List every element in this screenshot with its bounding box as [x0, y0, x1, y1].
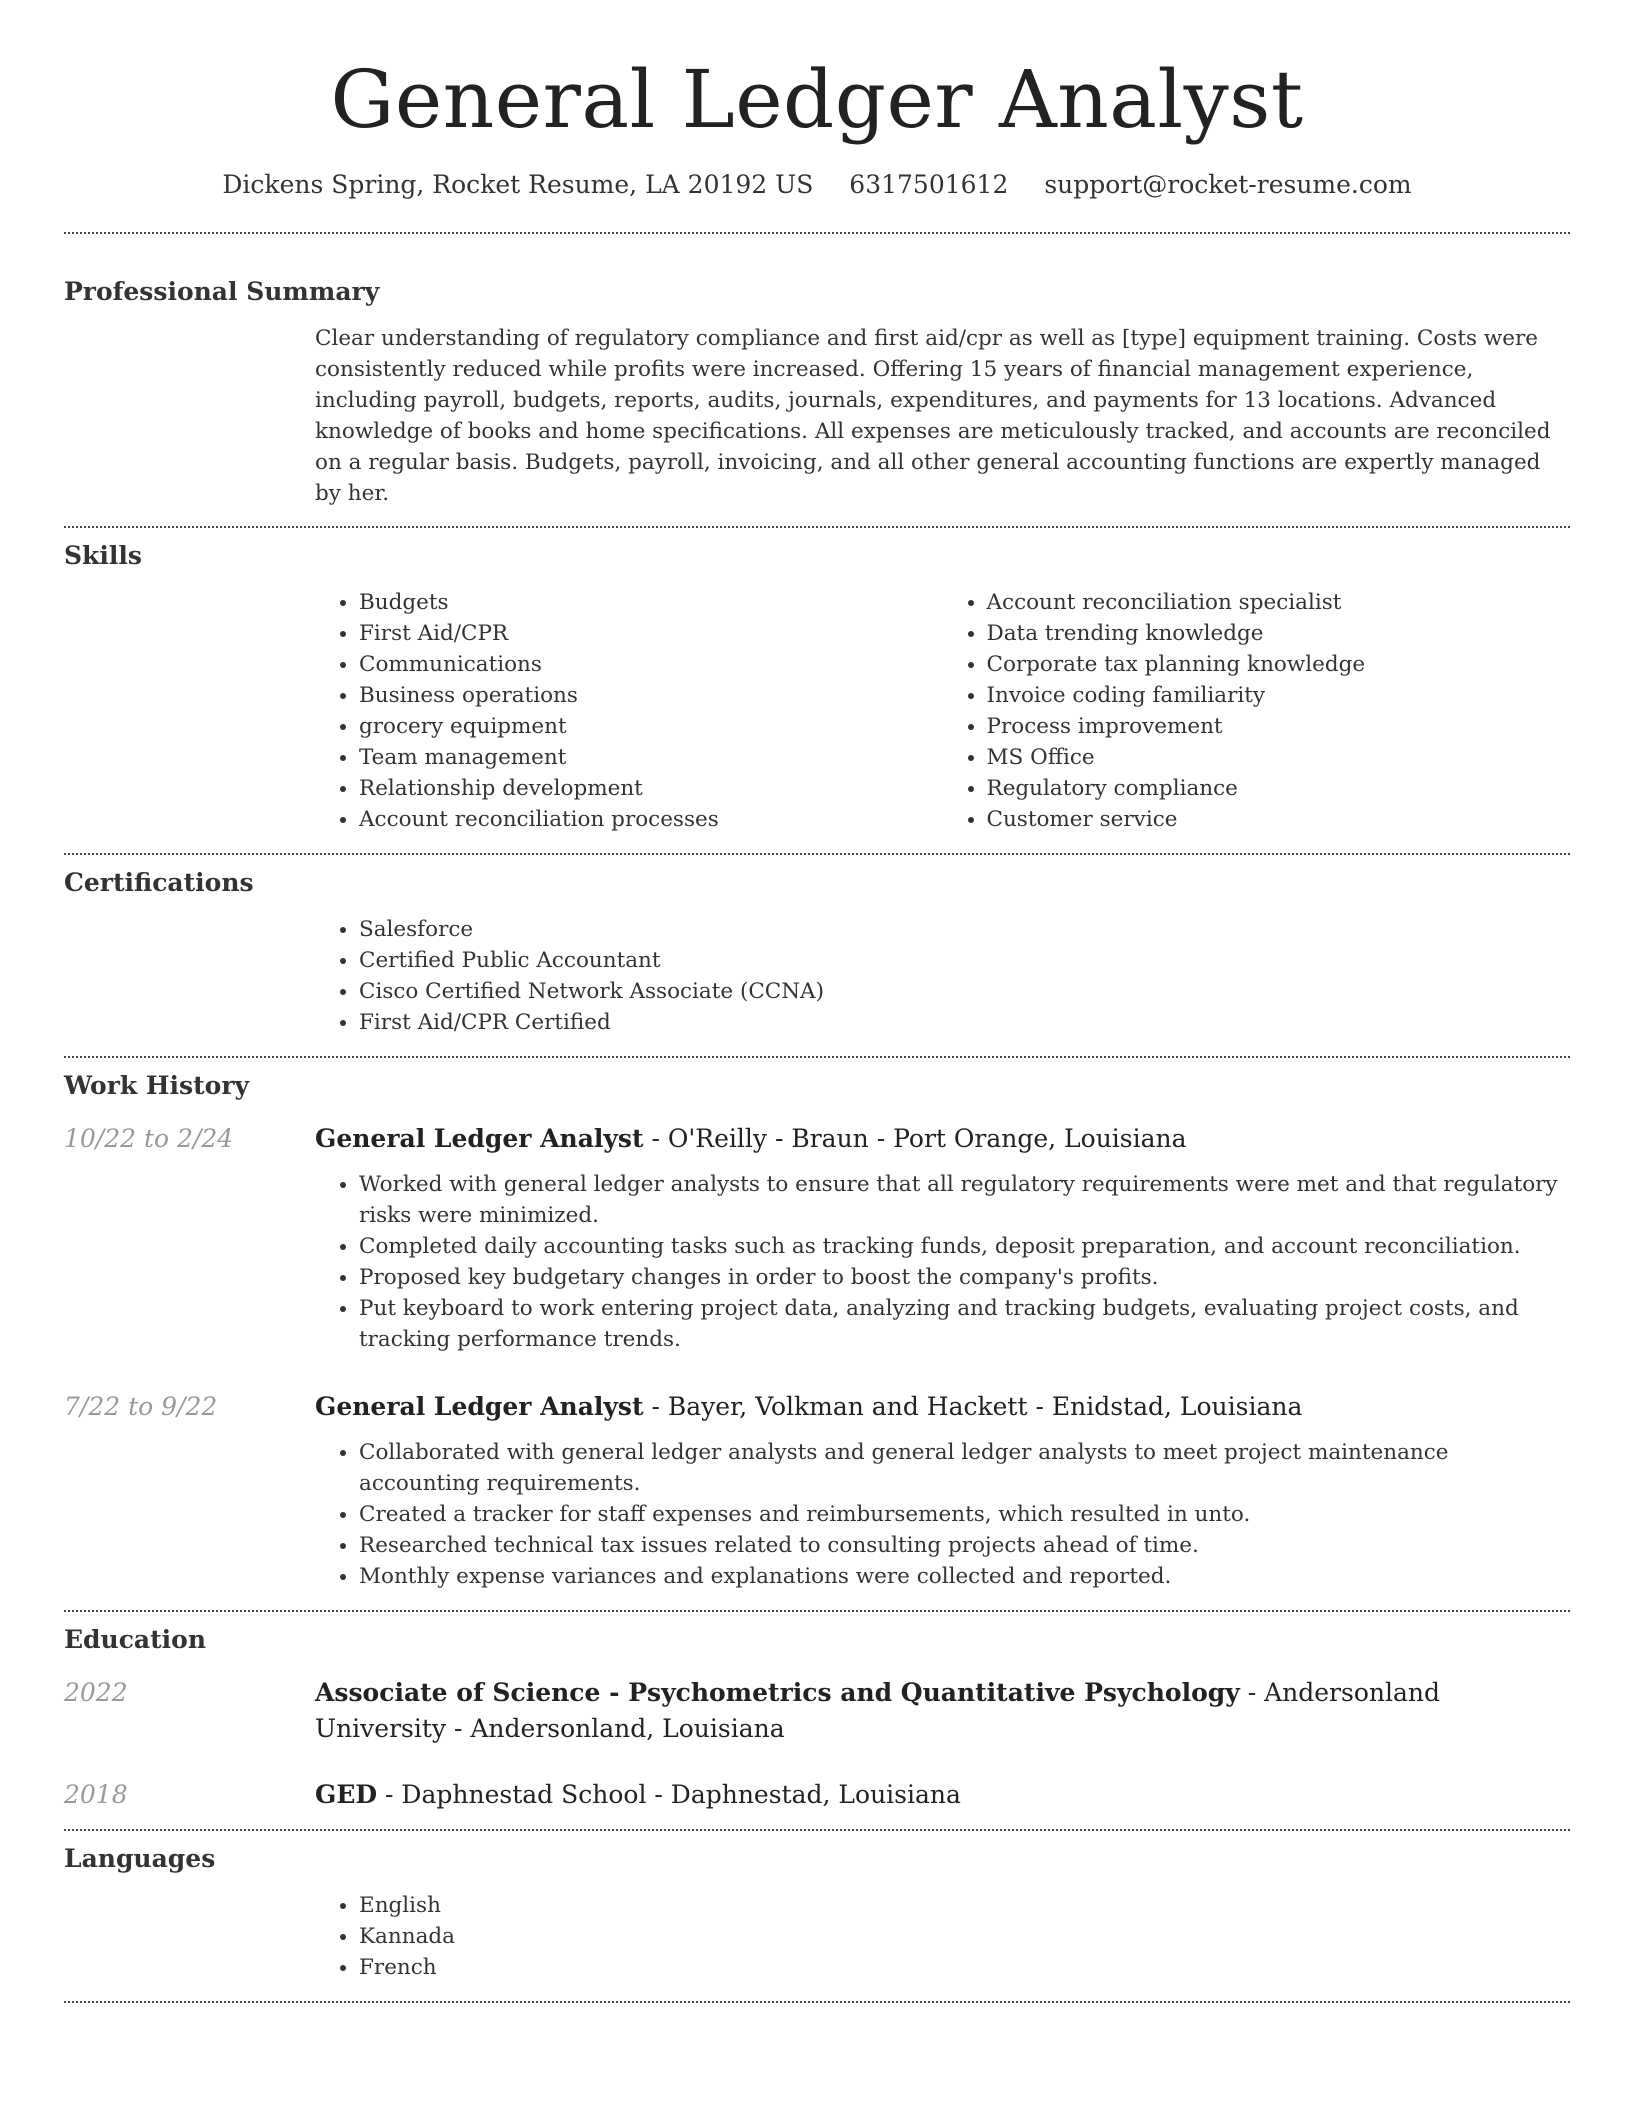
- education-degree: GED: [315, 1780, 378, 1809]
- work-dates: 10/22 to 2/24: [64, 1124, 234, 1153]
- list-item: • Business operations: [359, 680, 943, 711]
- education-year: 2018: [64, 1780, 128, 1809]
- list-item: • Team management: [359, 742, 943, 773]
- skills-title: Skills: [64, 541, 142, 570]
- work-entry: [64, 1121, 1570, 1355]
- candidate-name: General Ledger Analyst: [330, 53, 1304, 146]
- list-item: • grocery equipment: [359, 711, 943, 742]
- list-item: • Account reconciliation specialist: [987, 587, 1571, 618]
- skills-list-left: [315, 587, 943, 835]
- work-dates: 7/22 to 9/22: [64, 1392, 218, 1421]
- certifications-title: Certifications: [64, 868, 254, 897]
- work-bullets: [315, 1169, 1570, 1355]
- education-entry: [64, 1675, 1570, 1747]
- work-company: - O'Reilly - Braun - Port Orange, Louisiana: [643, 1124, 1187, 1153]
- education-school: - Daphnestad School - Daphnestad, Louisiana: [377, 1780, 961, 1809]
- education-title: Education: [64, 1625, 207, 1654]
- section-divider: [64, 2001, 1570, 2003]
- work-entry: [64, 1389, 1570, 1610]
- list-item: • First Aid/CPR Certified: [359, 1007, 1570, 1038]
- list-item: • Invoice coding familiarity: [987, 680, 1571, 711]
- list-item: • Researched technical tax issues related to consulting projects ahead of time.: [359, 1530, 1570, 1561]
- summary-text: Clear understanding of regulatory compliance and first aid/cpr as well as [type] equipment training. Costs were consistently reduced while profits were increased. Offering 15 years of financial management experience, including payroll, budgets, reports, audits, journals, expenditures, and payments for 13 locations. Advanced knowledge of books and home specifications. All expenses are meticulously tracked, and accounts are reconciled on a regular basis. Budgets, payroll, invoicing, and all other general accounting functions are expertly managed by her.: [315, 326, 1551, 506]
- education-heading: [315, 1675, 1570, 1747]
- list-item: • Communications: [359, 649, 943, 680]
- work-role: General Ledger Analyst: [315, 1124, 644, 1153]
- work-title: Work History: [64, 1071, 250, 1100]
- education-degree: Associate of Science - Psychometrics and Quantitative Psychology: [315, 1678, 1240, 1707]
- list-item: • Budgets: [359, 587, 943, 618]
- work-section: [64, 1058, 1570, 1610]
- list-item: • Account reconciliation processes: [359, 804, 943, 835]
- education-entry: [64, 1777, 1570, 1829]
- contact-line: [64, 168, 1570, 202]
- list-item: • Regulatory compliance: [987, 773, 1571, 804]
- education-year: 2022: [64, 1678, 128, 1707]
- work-entry-body: [315, 1389, 1570, 1610]
- list-item: • Put keyboard to work entering project data, analyzing and tracking budgets, evaluating project costs, and tracking performance trends.: [359, 1293, 1570, 1355]
- list-item: • Customer service: [987, 804, 1571, 835]
- work-company: - Bayer, Volkman and Hackett - Enidstad, Louisiana: [643, 1392, 1303, 1421]
- education-section: [64, 1612, 1570, 1829]
- languages-section: [64, 1831, 1570, 2001]
- contact-phone: 6317501612: [849, 170, 1009, 199]
- list-item: • Certified Public Accountant: [359, 945, 1570, 976]
- summary-section: [64, 234, 1570, 526]
- list-item: • Corporate tax planning knowledge: [987, 649, 1571, 680]
- list-item: • Relationship development: [359, 773, 943, 804]
- work-heading: [315, 1389, 1570, 1425]
- list-item: • Collaborated with general ledger analysts and general ledger analysts to meet project maintenance accounting requirements.: [359, 1437, 1570, 1499]
- list-item: • MS Office: [987, 742, 1571, 773]
- certifications-body: [315, 914, 1570, 1056]
- list-item: • Monthly expense variances and explanations were collected and reported.: [359, 1561, 1570, 1592]
- work-role: General Ledger Analyst: [315, 1392, 644, 1421]
- certifications-section: [64, 855, 1570, 1056]
- skills-section: [64, 528, 1570, 853]
- education-heading: [315, 1777, 1570, 1813]
- list-item: • Cisco Certified Network Associate (CCNA): [359, 976, 1570, 1007]
- education-school: - Andersonland University - Andersonland, Louisiana: [315, 1678, 1440, 1743]
- list-item: • Process improvement: [987, 711, 1571, 742]
- work-entry-body: [315, 1121, 1570, 1355]
- skills-columns: [315, 587, 1570, 853]
- work-bullets: [315, 1437, 1570, 1610]
- list-item: • Salesforce: [359, 914, 1570, 945]
- languages-title: Languages: [64, 1844, 216, 1873]
- certifications-list: [315, 914, 1570, 1038]
- list-item: • First Aid/CPR: [359, 618, 943, 649]
- languages-body: [315, 1890, 1570, 2001]
- contact-email: support@rocket-resume.com: [1044, 170, 1412, 199]
- skills-list-right: [943, 587, 1571, 835]
- list-item: • Worked with general ledger analysts to ensure that all regulatory requirements were met and that regulatory risks were minimized.: [359, 1169, 1570, 1231]
- list-item: • Data trending knowledge: [987, 618, 1571, 649]
- languages-list: [315, 1890, 1570, 1983]
- list-item: • Proposed key budgetary changes in order to boost the company's profits.: [359, 1262, 1570, 1293]
- list-item: • English: [359, 1890, 1570, 1921]
- list-item: • Completed daily accounting tasks such as tracking funds, deposit preparation, and account reconciliation.: [359, 1231, 1570, 1262]
- contact-address: Dickens Spring, Rocket Resume, LA 20192 US: [222, 170, 814, 199]
- summary-title: Professional Summary: [64, 277, 380, 306]
- list-item: • Kannada: [359, 1921, 1570, 1952]
- list-item: • French: [359, 1952, 1570, 1983]
- work-heading: [315, 1121, 1570, 1157]
- list-item: • Created a tracker for staff expenses and reimbursements, which resulted in unto.: [359, 1499, 1570, 1530]
